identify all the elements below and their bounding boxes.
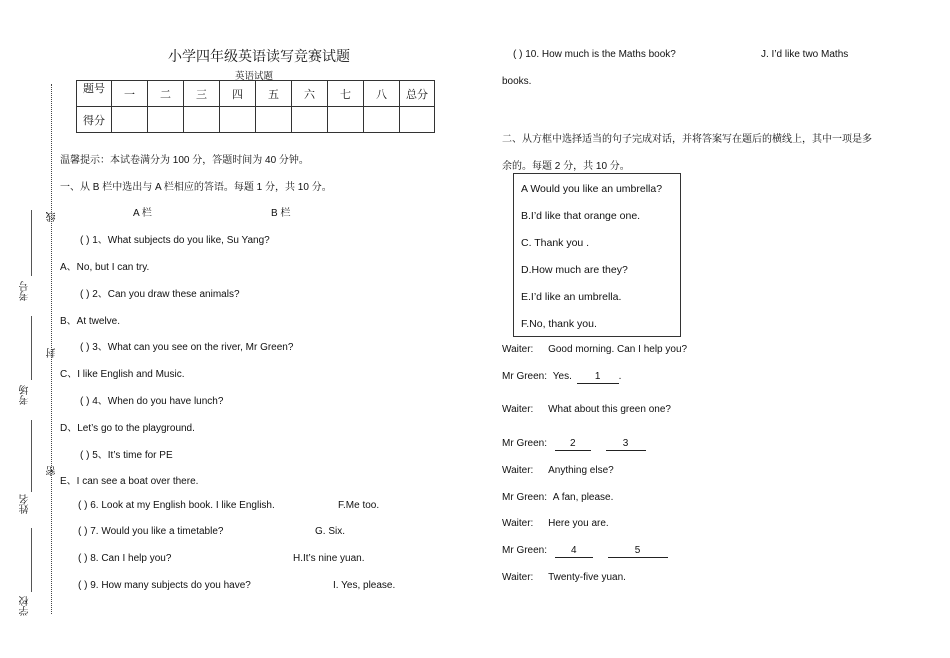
speaker: Waiter: <box>502 344 534 355</box>
option-a: A Would you like an umbrella? <box>521 183 663 195</box>
speaker: Mr Green: <box>502 545 548 556</box>
exam-subtitle: 英语试题 <box>235 72 274 82</box>
exam-room-writing-line[interactable] <box>31 316 32 380</box>
score-table-col-3: 三 <box>184 81 220 107</box>
dialogue-line-8 <box>502 545 668 558</box>
margin-label-school: 学校 <box>20 596 31 616</box>
score-table-col-8: 八 <box>364 81 400 107</box>
question-1: ( ) 1、What subjects do you like, Su Yang? <box>80 235 270 246</box>
score-cell[interactable] <box>220 107 256 133</box>
score-table-col-1: 一 <box>112 81 148 107</box>
section1-title: 一、从 B 栏中选出与 A 栏相应的答语。每题 1 分，共 10 分。 <box>60 182 332 193</box>
score-table-score-label: 得分 <box>77 107 112 133</box>
dialogue-line-5 <box>502 465 614 476</box>
answer-blank-1[interactable]: 1 <box>577 371 619 384</box>
answer-i: I. Yes, please. <box>333 580 396 591</box>
answer-b: B、At twelve. <box>60 316 121 327</box>
question-4: ( ) 4、When do you have lunch? <box>80 396 224 407</box>
utterance: What about this green one? <box>548 404 671 415</box>
score-cell-total[interactable] <box>400 107 435 133</box>
dialogue-line-7 <box>502 518 609 529</box>
question-2: ( ) 2、Can you draw these animals? <box>80 289 240 300</box>
score-table-col-7: 七 <box>328 81 364 107</box>
score-table-score-row <box>77 107 435 133</box>
section1-col-b-label: B 栏 <box>271 208 291 219</box>
dialogue-line-1 <box>502 344 687 355</box>
score-table-col-5: 五 <box>256 81 292 107</box>
score-table-col-total: 总分 <box>400 81 435 107</box>
question-3: ( ) 3、What can you see on the river, Mr Green? <box>80 342 294 353</box>
dialogue-line-2: Mr Green: Yes. 1 . <box>502 371 622 382</box>
speaker: Waiter: <box>502 465 534 476</box>
answer-blank-5[interactable]: 5 <box>608 545 668 558</box>
speaker: Waiter: <box>502 572 534 583</box>
school-writing-line[interactable] <box>31 528 32 592</box>
dialogue-line-9 <box>502 572 626 583</box>
score-table-col-6: 六 <box>292 81 328 107</box>
answer-h: H.It’s nine yuan. <box>293 553 365 564</box>
score-table-col-2: 二 <box>148 81 184 107</box>
answer-j-line1: J. I’d like two Maths <box>761 49 849 60</box>
speaker: Waiter: <box>502 404 534 415</box>
name-writing-line[interactable] <box>31 420 32 492</box>
utterance: Twenty-five yuan. <box>548 572 626 583</box>
utterance: Anything else? <box>548 465 614 476</box>
question-8: ( ) 8. Can I help you? <box>78 553 172 564</box>
answer-e: E、I can see a boat over there. <box>60 476 199 487</box>
margin-label-exam-room: 考场 <box>20 385 31 405</box>
option-f: F.No, thank you. <box>521 318 597 330</box>
answer-blank-3[interactable]: 3 <box>606 438 646 451</box>
margin-label-name: 姓名 <box>20 494 31 514</box>
option-d: D.How much are they? <box>521 264 628 276</box>
question-6: ( ) 6. Look at my English book. I like English. <box>78 500 275 511</box>
score-table-col-4: 四 <box>220 81 256 107</box>
question-5: ( ) 5、It’s time for PE <box>80 450 173 461</box>
utterance: Yes. <box>552 371 572 382</box>
speaker: Mr Green: <box>502 371 548 382</box>
score-cell[interactable] <box>292 107 328 133</box>
dialogue-line-4 <box>502 438 646 451</box>
score-cell[interactable] <box>148 107 184 133</box>
score-cell[interactable] <box>184 107 220 133</box>
answer-d: D、Let’s go to the playground. <box>60 423 195 434</box>
utterance: Good morning. Can I help you? <box>548 344 688 355</box>
speaker: Mr Green: <box>502 492 548 503</box>
section1-col-a-label: A 栏 <box>133 208 152 219</box>
speaker: Waiter: <box>502 518 534 529</box>
margin-label-exam-no: 考号 <box>20 281 31 301</box>
margin-label-seal: 封 <box>47 348 58 358</box>
dialogue-line-6 <box>502 492 613 503</box>
question-7: ( ) 7. Would you like a timetable? <box>78 526 224 537</box>
option-b: B.I’d like that orange one. <box>521 210 641 222</box>
exam-no-writing-line[interactable] <box>31 210 32 276</box>
answer-g: G. Six. <box>315 526 346 537</box>
options-box <box>513 173 681 337</box>
score-cell[interactable] <box>256 107 292 133</box>
notice-text: 温馨提示：本试卷满分为 100 分，答题时间为 40 分钟。 <box>60 155 309 166</box>
answer-f: F.Me too. <box>338 500 380 511</box>
question-9: ( ) 9. How many subjects do you have? <box>78 580 251 591</box>
section2-title-line1: 二、从方框中选择适当的句子完成对话，并将答案写在题后的横线上，其中一项是多 <box>502 134 872 145</box>
score-table-header-row <box>77 81 435 107</box>
score-cell[interactable] <box>112 107 148 133</box>
score-cell[interactable] <box>328 107 364 133</box>
margin-label-line: 线 <box>47 212 58 222</box>
answer-j-line2: books. <box>502 76 532 87</box>
option-e: E.I’d like an umbrella. <box>521 291 622 303</box>
utterance: A fan, please. <box>552 492 614 503</box>
score-cell[interactable] <box>364 107 400 133</box>
answer-blank-2[interactable]: 2 <box>555 438 591 451</box>
speaker: Mr Green: <box>502 438 548 449</box>
section2-title-line2: 余的。每题 2 分，共 10 分。 <box>502 161 630 172</box>
margin-label-secret: 密 <box>47 466 58 476</box>
score-table-header-label: 题号 <box>77 81 112 107</box>
utterance: Here you are. <box>548 518 609 529</box>
option-c: C. Thank you . <box>521 237 590 249</box>
question-10: ( ) 10. How much is the Maths book? <box>513 49 676 60</box>
answer-c: C、I like English and Music. <box>60 369 185 380</box>
answer-a: A、No, but I can try. <box>60 262 150 273</box>
answer-blank-4[interactable]: 4 <box>555 545 593 558</box>
dialogue-line-3 <box>502 404 671 415</box>
exam-title: 小学四年级英语读写竞赛试题 <box>168 50 350 65</box>
score-table <box>76 80 435 133</box>
